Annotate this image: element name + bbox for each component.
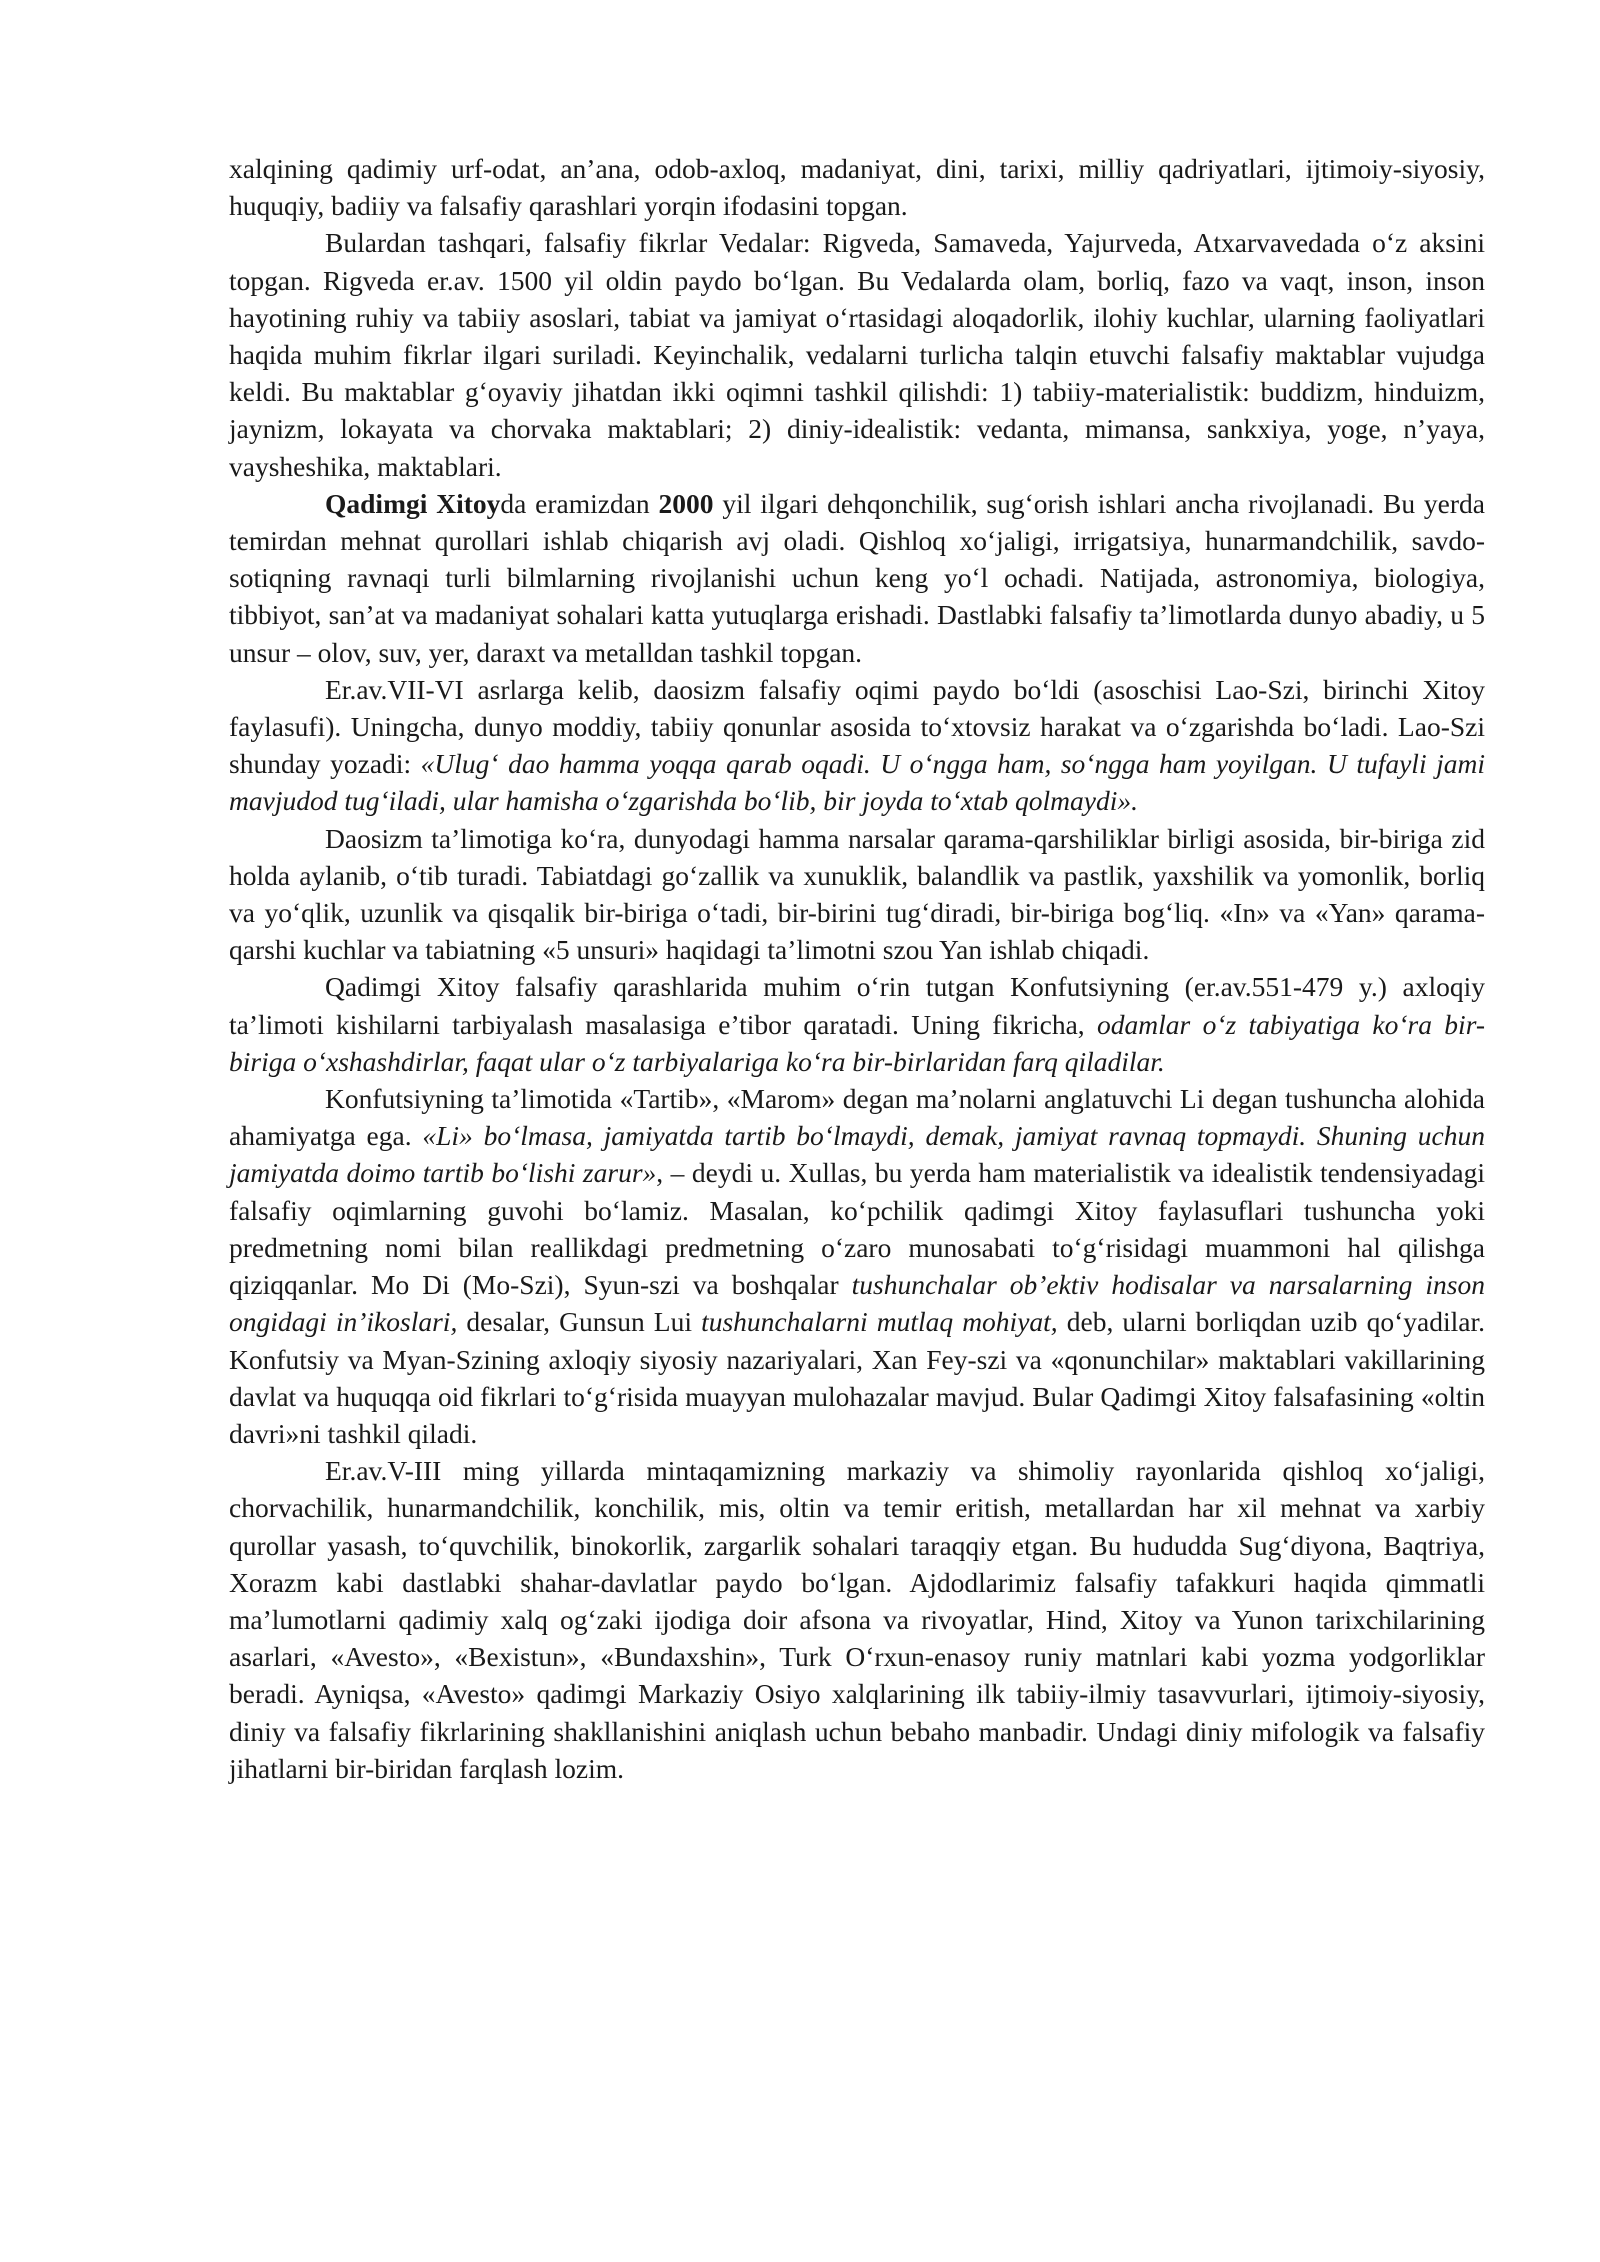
paragraph (229, 485, 1485, 671)
text-run: desalar, Gunsun Lui (457, 1306, 702, 1338)
paragraph (229, 820, 1485, 969)
italic-text: odamlar o‘z tabiyatiga ko‘ra bir-biriga o‘xshashdirlar, faqat ular o‘z tarbiyalariga ko‘ra bir-birlaridan farq qiladilar. (229, 1008, 1486, 1077)
text-run: xalqining qadimiy urf-odat, an’ana, odob-axloq, madaniyat, dini, tarixi, milliy qadriyatlari, ijtimoiy-siyosiy, huquqiy, badiiy va falsafiy qarashlari yorqin ifodasini topgan. (229, 153, 1485, 222)
text-run: Daosizm ta’limotiga ko‘ra, dunyodagi hamma narsalar qarama-qarshiliklar birligi asosida, bir-biriga zid holda aylanib, o‘tib turadi. Tabiatdagi go‘zallik va xunuklik, balandlik va pastlik, yaxshilik va yomonlik, borliq va yo‘qlik, uzunlik va qisqalik bir-biriga o‘tadi, bir-birini tug‘diradi, bir-biriga bog‘liq. «In» va «Yan» qarama-qarshi kuchlar va tabiatning «5 unsuri» haqidagi ta’limotni szou Yan ishlab chiqadi. (229, 822, 1485, 966)
paragraph (229, 968, 1485, 1080)
bold-text: 2000 (658, 487, 714, 519)
italic-text: «Ulug‘ dao hamma yoqqa qarab oqadi. U o‘ngga ham, so‘ngga ham yoyilgan. U tufayli jami mavjudod tug‘iladi, ular hamisha o‘zgarishda bo‘lib, bir joyda to‘xtab qolmaydi». (229, 748, 1485, 817)
text-run: Er.av.V-III ming yillarda mintaqamizning markaziy va shimoliy rayonlarida qishloq xo‘jaligi, chorvachilik, hunarmandchilik, konchilik, mis, oltin va temir eritish, metallardan har xil mehnat va xarbiy qurollar yasash, to‘quvchilik, binokorlik, zargarlik sohalari taraqqiy etgan. Bu hududda Sug‘diyona, Baqtriya, Xorazm kabi dastlabki shahar-davlatlar paydo bo‘lgan. Ajdodlarimiz falsafiy tafakkuri haqida qimmatli ma’lumotlarni qadimiy xalq og‘zaki ijodiga doir afsona va rivoyatlar, Hind, Xitoy va Yunon tarixchilarining asarlari, «Avesto», «Bexistun», «Bundaxshin», Turk O‘rxun-enasoy runiy matnlari kabi yozma yodgorliklar beradi. Ayniqsa, «Avesto» qadimgi Markaziy Osiyo xalqlarining ilk tabiiy-ilmiy tasavvurlari, ijtimoiy-siyosiy, diniy va falsafiy fikrlarining shakllanishini aniqlash uchun bebaho manbadir. Undagi diniy mifologik va falsafiy jihatlarni bir-biridan farqlash lozim. (229, 1455, 1485, 1784)
paragraph (229, 1080, 1485, 1452)
text-run: Er.av.VII-VI asrlarga kelib, daosizm falsafiy oqimi paydo bo‘ldi (asoschisi Lao-Szi, birinchi Xitoy faylasufi). Uningcha, dunyo moddiy, tabiiy qonunlar asosida to‘xtovsiz harakat va o‘zgarishda bo‘ladi. Lao-Szi shunday yozadi: (229, 673, 1485, 780)
paragraph (229, 671, 1485, 820)
italic-text: tushunchalar ob’ektiv hodisalar va narsalarning inson ongidagi in’ikoslari, (229, 1269, 1485, 1338)
text-run: deb, ularni borliqdan uzib qo‘yadilar. Konfutsiy va Myan-Szining axloqiy siyosiy nazariyalari, Xan Fey-szi va «qonunchilar» maktablari vakillarining davlat va huquqqa oid fikrlari to‘g‘risida muayyan mulohazalar mavjud. Bular Qadimgi Xitoy falsafasining «oltin davri»ni tashkil qiladi. (229, 1306, 1485, 1449)
text-run: yil ilgari dehqonchilik, sug‘orish ishlari ancha rivojlanadi. Bu yerda temirdan mehnat qurollari ishlab chiqarish avj oladi. Qishloq xo‘jaligi, irrigatsiya, hunarmandchilik, savdo-sotiqning ravnaqi turli bilmlarning rivojlanishi uchun keng yo‘l ochadi. Natijada, astronomiya, biologiya, tibbiyot, san’at va madaniyat sohalari katta yutuqlarga erishadi. Dastlabki falsafiy ta’limotlarda dunyo abadiy, u 5 unsur – olov, suv, yer, daraxt va metalldan tashkil topgan. (229, 487, 1486, 668)
paragraph (229, 1452, 1485, 1787)
text-run: Qadimgi Xitoy falsafiy qarashlarida muhim o‘rin tutgan Konfutsiyning (er.av.551-479 y.) axloqiy ta’limoti kishilarni tarbiyalash masalasiga e’tibor qaratadi. Uning fikricha, (229, 971, 1485, 1040)
text-run: da eramizdan (500, 487, 659, 519)
text-run: , – deydi u. Xullas, bu yerda ham materialistik va idealistik tendensiyadagi falsafiy oqimlarning guvohi bo‘lamiz. Masalan, ko‘pchilik qadimgi Xitoy faylasuflari tushuncha yoki predmetning nomi bilan reallikdagi predmetning o‘zaro munosabati to‘g‘risidagi muammoni hal qilishga qiziqqanlar. Mo Di (Mo-Szi), Syun-szi va boshqalar (229, 1157, 1485, 1301)
paragraph (229, 224, 1485, 484)
italic-text: tushunchalarni mutlaq mohiyat, (701, 1306, 1058, 1338)
text-run: Konfutsiyning ta’limotida «Tartib», «Marom» degan ma’nolarni anglatuvchi Li degan tushuncha alohida ahamiyatga ega. (229, 1083, 1485, 1152)
text-run: Bulardan tashqari, falsafiy fikrlar Vedalar: Rigveda, Samaveda, Yajurveda, Atxarvavedada o‘z aksini topgan. Rigveda er.av. 1500 yil oldin paydo bo‘lgan. Bu Vedalarda olam, borliq, fazo va vaqt, inson, inson hayotining ruhiy va tabiiy asoslari, tabiat va jamiyat o‘rtasidagi aloqadorlik, ilohiy kuchlar, ularning faoliyatlari haqida muhim fikrlar ilgari suriladi. Keyinchalik, vedalarni turlicha talqin etuvchi falsafiy maktablar vujudga keldi. Bu maktablar g‘oyaviy jihatdan ikki oqimni tashkil qilishdi: 1) tabiiy-materialistik: buddizm, hinduizm, jaynizm, lokayata va chorvaka maktablari; 2) diniy-idealistik: vedanta, mimansa, sankxiya, yoge, n’yaya, vaysheshika, maktablari. (229, 227, 1485, 482)
bold-text: Qadimgi Xitoy (325, 487, 501, 519)
document-page (229, 150, 1485, 1787)
paragraph (229, 150, 1485, 224)
italic-text: «Li» bo‘lmasa, jamiyatda tartib bo‘lmaydi, demak, jamiyat ravnaq topmaydi. Shuning uchun jamiyatda doimo tartib bo‘lishi zarur» (229, 1120, 1486, 1189)
